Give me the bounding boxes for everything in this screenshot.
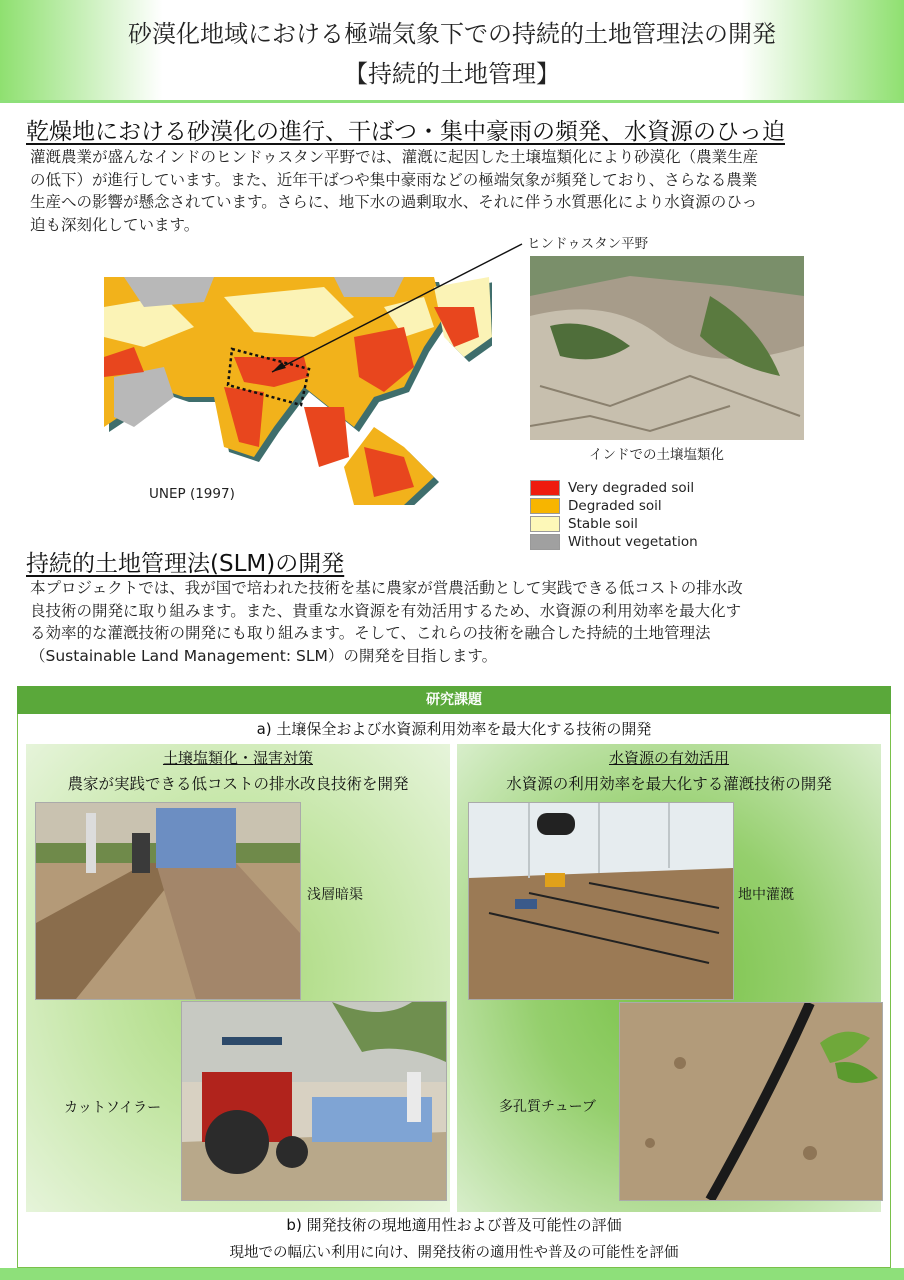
section2-line: 本プロジェクトでは、我が国で培われた技術を基に農家が営農活動として実践できる低コストの排水改 (30, 579, 743, 597)
porous-tube-label: 多孔質チューブ (499, 1099, 596, 1115)
research-b-label: b) 開発技術の現地適用性および普及可能性の評価 (286, 1216, 622, 1234)
right-column-heading: 水資源の有効活用 (608, 749, 729, 767)
research-b-description: 現地での幅広い利用に向け、開発技術の適用性や普及の可能性を評価 (229, 1245, 679, 1261)
shallow-drain-photo (35, 802, 301, 1000)
legend-label: Without vegetation (568, 534, 698, 550)
left-column-subtitle: 農家が実践できる低コストの排水改良技術を開発 (67, 775, 409, 793)
research-bar-title: 研究課題 (17, 686, 891, 714)
legend-item (530, 533, 698, 551)
section2-line: る効率的な灌漑技術の開発にも取り組みます。そして、これらの技術を融合した持続的土地管理法 (30, 624, 711, 642)
soil-photo-caption: インドでの土壌塩類化 (589, 447, 724, 463)
legend-label: Very degraded soil (568, 480, 695, 496)
callout-line (260, 238, 530, 378)
left-column (26, 744, 450, 1212)
section2-heading: 持続的土地管理法(SLM)の開発 (26, 551, 345, 577)
section2-line: （Sustainable Land Management: SLM）の開発を目指します。 (30, 646, 498, 665)
porous-tube-photo (619, 1002, 883, 1201)
left-column-heading: 土壌塩類化・湿害対策 (162, 749, 313, 767)
right-column (457, 744, 881, 1212)
legend-label: Degraded soil (568, 498, 662, 514)
header-band (0, 0, 904, 103)
cut-soiler-photo (181, 1001, 447, 1201)
legend-swatch (530, 480, 560, 496)
right-column-subtitle: 水資源の利用効率を最大化する灌漑技術の開発 (506, 775, 832, 793)
callout-label: ヒンドゥスタン平野 (527, 236, 649, 252)
section1-line: 灌漑農業が盛んなインドのヒンドゥスタン平野では、灌漑に起因した土壌塩類化により砂漠化（農業生産 (30, 148, 759, 166)
subsurface-irrigation-photo (468, 802, 734, 1000)
footer-band (0, 1268, 904, 1280)
legend-item (530, 479, 698, 497)
legend-swatch (530, 498, 560, 514)
map-source: UNEP (1997) (149, 486, 235, 502)
cut-soiler-label: カットソイラー (64, 1100, 162, 1116)
section1-line: 生産への影響が懸念されています。さらに、地下水の過剰取水、それに伴う水質悪化により水資源のひっ (30, 193, 758, 211)
shallow-drain-label: 浅層暗渠 (307, 887, 363, 903)
legend-item (530, 497, 698, 515)
legend-label: Stable soil (568, 516, 638, 532)
page-title: 砂漠化地域における極端気象下での持続的土地管理法の開発 (128, 20, 776, 48)
section2-line: 良技術の開発に取り組みます。また、貴重な水資源を有効活用するため、水資源の利用効率を最大化す (30, 601, 742, 620)
soil-salinization-photo (530, 256, 804, 440)
legend-swatch (530, 534, 560, 550)
page-subtitle: 【持続的土地管理】 (344, 60, 560, 88)
section1-line: の低下）が進行しています。また、近年干ばつや集中豪雨などの極端気象が頻発しており、さらなる農業 (30, 170, 758, 189)
legend-item (530, 515, 698, 533)
section1-line: 迫も深刻化しています。 (30, 215, 200, 234)
section2-body (30, 577, 890, 667)
subsurface-irrigation-label: 地中灌漑 (738, 887, 794, 903)
research-a-label: a) 土壌保全および水資源利用効率を最大化する技術の開発 (256, 720, 652, 738)
legend-swatch (530, 516, 560, 532)
section1-body (30, 146, 890, 236)
map-legend (530, 479, 698, 551)
section1-heading: 乾燥地における砂漠化の進行、干ばつ・集中豪雨の頻発、水資源のひっ迫 (26, 119, 785, 145)
